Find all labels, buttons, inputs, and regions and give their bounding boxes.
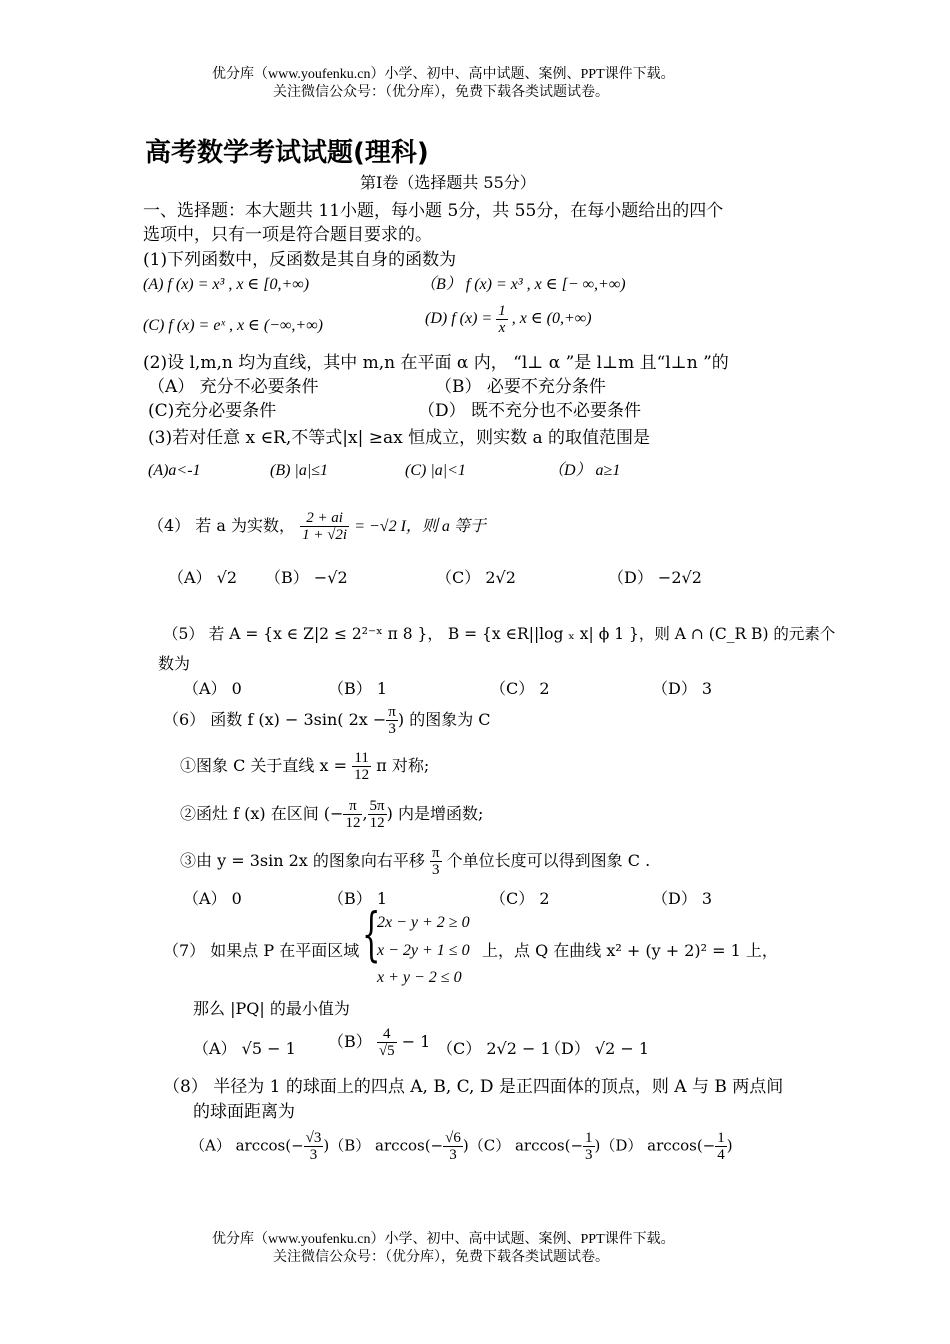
q6-stem	[163, 704, 491, 737]
header-line-1: 优分库（www.youfenku.cn）小学、初中、高中试题、案例、PPT课件下载。	[212, 67, 675, 82]
q1-option-d	[425, 303, 592, 336]
q6-option-a: （A） 0	[183, 889, 242, 908]
q8-a-pre: （A） arccos(−	[190, 1136, 304, 1155]
q6-statement-1	[180, 750, 429, 783]
q4-option-a: （A） √2	[168, 568, 238, 587]
q4-option-d: （D） −2√2	[608, 568, 702, 587]
section-intro-line-1: 一、选择题：本大题共 11小题，每小题 5分，共 55分，在每小题给出的四个	[143, 201, 724, 221]
q6-option-c: （C） 2	[490, 889, 550, 908]
q6-s2-num1: π	[343, 798, 362, 815]
q8-d-pre: )（D） arccos(−	[594, 1136, 716, 1155]
q1-d-num: 1	[498, 303, 506, 319]
q7-stem-2: 那么 |PQ| 的最小值为	[193, 999, 350, 1018]
q6-s3-den: 3	[432, 862, 440, 878]
q4-option-b: （B） −√2	[265, 568, 348, 587]
q8-d-post: )	[726, 1136, 733, 1155]
q8-c-den: 3	[585, 1147, 593, 1163]
q6-stem-pre: （6） 函数 f (x) − 3sin( 2x −	[163, 710, 387, 729]
q6-s3-pre: ③由 y = 3sin 2x 的图象向右平移	[180, 851, 425, 870]
footer-line-2: 关注微信公众号：（优分库），免费下载各类试题试卷。	[273, 1250, 609, 1265]
q6-s2-den2: 12	[369, 815, 385, 831]
q5-stem: （5） 若 A = {x ∈ Z|2 ≤ 2²⁻ˣ π 8 }， B = {x ∈R||log ₓ x| ϕ 1 }，则 A ∩ (C_R B) 的元素个	[163, 625, 836, 643]
q8-b-pre: )（B） arccos(−	[323, 1136, 444, 1155]
q5-option-a: （A） 0	[183, 679, 242, 698]
q6-s1-num: 11	[352, 750, 371, 767]
q7-ineq-3: x + y − 2 ≤ 0	[377, 969, 462, 986]
volume-heading: 第Ⅰ卷（选择题共 55分）	[360, 173, 536, 192]
q2-stem: (2)设 l,m,n 均为直线，其中 m,n 在平面 α 内， “l⊥ α ”是 l⊥m 且“l⊥n ”的	[143, 353, 729, 373]
q4-frac-num: 2 + ai	[300, 510, 349, 527]
q8-a-den: 3	[309, 1147, 318, 1163]
q6-option-b: （B） 1	[328, 889, 388, 908]
q6-option-d: （D） 3	[652, 889, 713, 908]
q2-option-d: （D） 既不充分也不必要条件	[418, 401, 642, 421]
q8-b-den: 3	[449, 1147, 457, 1163]
q7-brace: {	[362, 900, 381, 968]
section-intro-line-2: 选项中，只有一项是符合题目要求的。	[143, 225, 432, 245]
q2-option-c: (C)充分必要条件	[148, 401, 277, 421]
q3-stem: (3)若对任意 x ∈R,不等式|x| ≥ax 恒成立，则实数 a 的取值范围是	[148, 428, 651, 448]
q4-option-c: （C） 2√2	[436, 568, 516, 587]
q4-stem-pre: （4） 若 a 为实数，	[148, 516, 295, 535]
q8-b-num: √6	[445, 1130, 461, 1146]
q8-c-pre: )（C） arccos(−	[462, 1136, 584, 1155]
q5-option-c: （C） 2	[490, 679, 550, 698]
q1-option-a: (A) f (x) = x³ , x ∈ [0,+∞)	[143, 276, 310, 293]
q8-stem: （8） 半径为 1 的球面上的四点 A, B, C, D 是正四面体的顶点，则 A 与 B 两点间	[163, 1077, 784, 1097]
q6-s2-mid: ,	[362, 804, 368, 823]
q6-statement-3	[180, 845, 650, 878]
q6-s2-pre: ②函灶 f (x) 在区间 (−	[180, 804, 344, 823]
q1-d-den: x	[498, 320, 506, 336]
q6-s3-post: 个单位长度可以得到图象 C .	[446, 851, 651, 870]
q3-option-a: (A)a<-1	[148, 462, 201, 479]
q1-d-post: , x ∈ (0,+∞)	[511, 310, 592, 328]
q6-s1-post: π 对称;	[376, 756, 430, 775]
header-line-2: 关注微信公众号：（优分库），免费下载各类试题试卷。	[273, 85, 609, 100]
q8-d-den: 4	[717, 1147, 725, 1163]
q8-c-num: 1	[585, 1130, 593, 1146]
q6-statement-2	[180, 798, 483, 831]
q8-stem-2: 的球面距离为	[193, 1102, 295, 1122]
q4-frac-den: 1 + √2i	[302, 527, 348, 543]
q6-s1-den: 12	[354, 767, 370, 783]
q1-option-c: (C) f (x) = eˣ , x ∈ (−∞,+∞)	[143, 317, 323, 334]
q7-b-pre: （B）	[328, 1032, 372, 1051]
q7-ineq-1: 2x − y + 2 ≥ 0	[377, 914, 470, 931]
q6-stem-post: ) 的图象为 C	[397, 710, 491, 729]
footer-line-1: 优分库（www.youfenku.cn）小学、初中、高中试题、案例、PPT课件下载。	[212, 1232, 675, 1247]
q7-option-a: （A） √5 − 1	[193, 1039, 296, 1058]
q4-stem-post: = −√2 I，则 a 等于	[354, 518, 486, 535]
q3-option-d: （D） a≥1	[548, 462, 621, 479]
q3-option-c: (C) |a|<1	[405, 462, 466, 479]
q7-b-post: − 1	[401, 1032, 431, 1051]
q7-option-c: （C） 2√2 − 1	[437, 1039, 551, 1058]
q6-s2-post: ) 内是增函数;	[386, 804, 484, 823]
q7-option-b	[328, 1026, 430, 1059]
q7-option-d: （D） √2 − 1	[545, 1039, 650, 1058]
q6-stem-num: π	[388, 704, 396, 720]
q7-stem-pre: （7） 如果点 P 在平面区域	[163, 941, 360, 960]
q6-s3-num: π	[432, 845, 440, 861]
q8-a-num: √3	[305, 1130, 322, 1146]
q5-option-d: （D） 3	[652, 679, 713, 698]
q6-s2-num2: 5π	[369, 798, 385, 814]
q4-stem	[148, 510, 486, 543]
q7-b-den: √5	[378, 1043, 395, 1059]
q2-option-a: （A） 充分不必要条件	[148, 377, 319, 397]
q1-option-b: （B） f (x) = x³ , x ∈ [− ∞,+∞)	[420, 276, 626, 293]
q8-options	[190, 1130, 733, 1163]
q6-s1-pre: ①图象 C 关于直线 x =	[180, 756, 348, 775]
q5-stem-2: 数为	[158, 654, 191, 673]
q1-d-pre: (D) f (x) =	[425, 310, 493, 328]
q1-stem: (1)下列函数中，反函数是其自身的函数为	[143, 250, 457, 270]
q5-option-b: （B） 1	[328, 679, 388, 698]
q6-s2-den1: 12	[345, 815, 361, 831]
q2-option-b: （B） 必要不充分条件	[435, 377, 606, 397]
q7-stem-post: 上，点 Q 在曲线 x² + (y + 2)² = 1 上，	[482, 941, 778, 960]
q3-option-b: (B) |a|≤1	[270, 462, 329, 479]
q7-b-num: 4	[377, 1026, 397, 1043]
q6-stem-den: 3	[388, 721, 396, 737]
page-title: 高考数学考试试题(理科)	[145, 138, 429, 168]
q7-ineq-2: x − 2y + 1 ≤ 0	[377, 942, 470, 959]
q8-d-num: 1	[717, 1130, 725, 1146]
